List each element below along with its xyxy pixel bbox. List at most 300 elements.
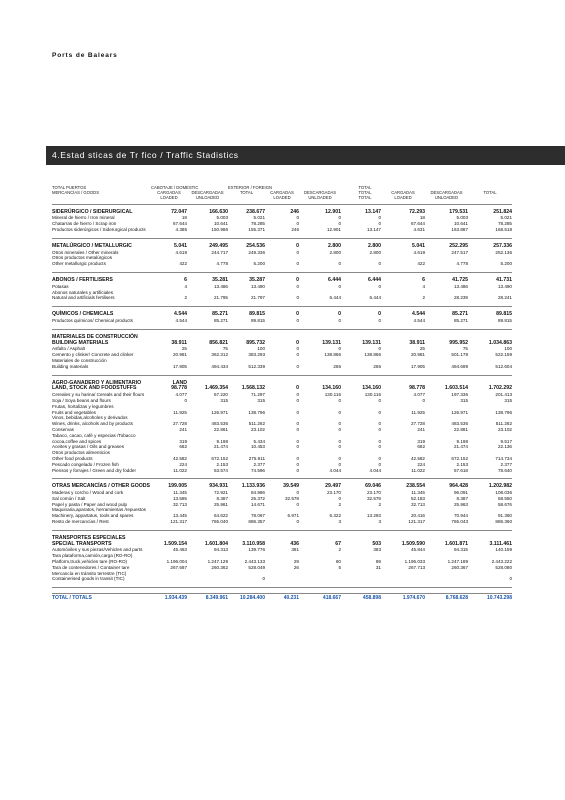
cell-value: CARGADAS (157, 190, 181, 196)
row-label: METALÚRGICO / METALLURGIC (52, 242, 132, 249)
cell-value: 422 (179, 261, 187, 267)
cell-value: 0 (296, 467, 299, 473)
cell-value: 224 (179, 461, 187, 467)
cell-value: 4.544 (413, 317, 425, 323)
cell-value: 0 (296, 249, 299, 255)
row-label: SIDERÚRGICO / SIDERURGICAL (52, 208, 133, 215)
cell-value: 85.271 (212, 311, 228, 318)
cell-value: 22.136 (497, 444, 512, 450)
cell-value: 362.312 (211, 352, 228, 358)
cell-value: 45.844 (410, 547, 425, 553)
cell-value: 5.434 (253, 438, 265, 444)
row-label: QUÍMICOS / CHEMICALS (52, 311, 114, 318)
cell-value: 0 (378, 215, 381, 221)
cell-value: 1.247.129 (207, 559, 228, 565)
total-row (52, 594, 512, 602)
row-label: Mineral de hierro / Iron mineral (52, 215, 115, 221)
cell-value: 964.428 (449, 483, 468, 490)
row-label: Other food products (52, 455, 93, 461)
row-label: AGRO-GANADERO Y ALIMENTARIO (52, 379, 142, 386)
cell-value: 64.622 (213, 513, 228, 519)
cell-value: 0 (296, 519, 299, 525)
row-label: Soja / Soya beans and flours (52, 397, 111, 403)
cell-value: 139.776 (248, 547, 265, 553)
cell-value: 0 (296, 346, 299, 352)
cell-value: 0 (296, 311, 299, 318)
cell-value: 483.536 (211, 421, 228, 427)
row-label: Automóviles y sus piezas/Vehicles and parts (52, 547, 143, 553)
cell-value: 1.202.982 (488, 483, 512, 490)
cell-value: 4.619 (175, 249, 187, 255)
cell-value: 41.731 (496, 276, 512, 283)
cell-value: 0 (296, 363, 299, 369)
cell-value: 126.971 (451, 409, 468, 415)
cell-value: 9.198 (456, 438, 468, 444)
cell-value: 22.881 (453, 426, 468, 432)
cell-value: 108.036 (495, 490, 512, 496)
cell-value: 12.901 (325, 208, 341, 215)
cell-value: 20.981 (410, 352, 425, 358)
cell-value: 765.043 (451, 519, 468, 525)
cell-value: 17.905 (172, 363, 187, 369)
row-label: Abonos naturales y artificiales (52, 289, 114, 295)
cell-value: 247.517 (451, 249, 468, 255)
cell-value: 238.554 (406, 483, 425, 490)
cell-value: 1.509.590 (401, 540, 425, 547)
cell-value: 38.911 (171, 339, 187, 346)
cell-value: 52.183 (410, 495, 425, 501)
row-label: Otros productos alimenticios (52, 450, 110, 456)
cell-value: UNLOADED (308, 195, 332, 201)
cell-value: 2.800 (368, 242, 381, 249)
cell-value: 11.345 (411, 490, 425, 496)
cell-value: 0 (296, 392, 299, 398)
cell-value: 1.601.871 (444, 540, 468, 547)
cell-value: 0 (378, 221, 381, 227)
cell-value: 0 (296, 261, 299, 267)
cell-value: UNLOADED (195, 195, 220, 201)
cell-value: 21.474 (453, 444, 468, 450)
cell-value: 71.297 (250, 392, 265, 398)
cell-value: 39.549 (283, 483, 299, 490)
cell-value: 72.293 (409, 208, 425, 215)
cell-value: 89.815 (250, 317, 265, 323)
row-label: Papel y pasta / Paper and wood pulp (52, 501, 128, 507)
cell-value: 267.713 (408, 564, 425, 570)
cell-value: 0 (296, 426, 299, 432)
cell-value: 32.713 (410, 501, 425, 507)
cell-value: 0 (378, 438, 381, 444)
cell-value: 1.974.670 (381, 594, 425, 602)
cell-value: 5.003 (456, 215, 468, 221)
cell-value: 267.687 (170, 564, 187, 570)
row-label: Tara de contenedores / Container tare (52, 564, 130, 570)
cell-value: 856.821 (209, 339, 228, 346)
cell-value: 522.159 (495, 352, 512, 358)
cell-value: 4.385 (175, 227, 187, 232)
cell-value: 383.293 (248, 352, 265, 358)
cell-value: 238.677 (246, 208, 265, 215)
row-label: Platform,truck,vehicles tare (RO-RO) (52, 559, 128, 565)
cell-value: 3.110.958 (242, 540, 265, 547)
cell-value: 682 (179, 444, 187, 450)
row-label: Otros productos metalúrgicos (52, 255, 112, 261)
cell-value: 70.944 (453, 513, 468, 519)
cell-value: 13.486 (453, 283, 468, 289)
row-label: Vinos, bebidas,alcoholes y derivados (52, 415, 128, 421)
cell-value: 1.133.936 (241, 483, 265, 490)
cell-value: DESCARGADAS (191, 190, 224, 196)
cell-value: 0 (378, 444, 381, 450)
section-title-bar (46, 146, 565, 165)
cell-value: 1.702.292 (488, 385, 512, 392)
cell-value: 260.367 (451, 564, 468, 570)
cell-value: 94.313 (213, 547, 228, 553)
cell-value: 168.518 (495, 227, 512, 232)
cell-value: 0 (296, 490, 299, 496)
cell-value: UNLOADED (434, 195, 459, 201)
cell-value: LAND (172, 379, 187, 386)
cell-value: 383 (373, 547, 381, 553)
cell-value: 89 (375, 559, 381, 565)
cell-value: 511.262 (495, 421, 512, 427)
cell-value: 8.387 (456, 495, 468, 501)
cell-value: 995.952 (449, 339, 468, 346)
cell-value: 0 (378, 317, 381, 323)
cell-value: 2.443.222 (491, 559, 512, 565)
cell-value: 13.147 (366, 227, 381, 232)
cell-value: 0 (296, 438, 299, 444)
cell-value: TOTAL (483, 190, 497, 196)
cell-value: 13.585 (172, 495, 187, 501)
cell-value: 78.285 (497, 221, 512, 227)
cell-value: TOTAL (358, 195, 372, 201)
cell-value: 138.796 (248, 409, 265, 415)
cell-value: 4.544 (175, 317, 187, 323)
cell-value: 130.116 (324, 392, 341, 398)
cell-value: 0 (378, 311, 381, 318)
cell-value: 134.160 (322, 385, 341, 392)
row-label: TOTAL / TOTALS (52, 594, 151, 602)
cell-value: 42.582 (410, 455, 425, 461)
cell-value: 98.778 (171, 385, 187, 392)
cell-value: 418.667 (299, 594, 341, 602)
cell-value: 42.582 (172, 455, 187, 461)
cell-value: 9.198 (216, 438, 228, 444)
cell-value: 96.091 (453, 490, 468, 496)
cell-value: 494.699 (451, 363, 468, 369)
cell-value: 257.336 (493, 242, 512, 249)
row-label: LAND, STOCK AND FOODSTUFFS (52, 385, 137, 392)
cell-value: 254.536 (246, 242, 265, 249)
cell-value: 886.360 (495, 519, 512, 525)
cell-value: 5 (338, 564, 341, 570)
cell-value: 0 (422, 397, 425, 403)
cell-value: 0 (378, 261, 381, 267)
cell-value: 4.778 (216, 261, 228, 267)
row-label: SPECIAL TRANSPORTS (52, 540, 112, 547)
cell-value: 138.866 (324, 352, 341, 358)
cell-value: 40.231 (265, 594, 299, 602)
cell-value: 140.159 (495, 547, 512, 553)
cell-value: 2 (338, 547, 341, 553)
cell-value: 6.444 (329, 295, 341, 301)
cell-value: 0 (296, 444, 299, 450)
cell-value: 10.641 (453, 221, 468, 227)
cell-value: 265 (373, 363, 381, 369)
cell-value: 69.046 (365, 483, 381, 490)
cell-value: 27.728 (410, 421, 425, 427)
cell-value: CARGADAS (391, 190, 415, 196)
cell-value: LOADED (394, 195, 412, 201)
cell-value: 6 (184, 276, 187, 283)
row-label: Cereales y su harina/ Cereals and their flours (52, 392, 145, 398)
cell-value: 23.170 (326, 490, 341, 496)
row-label: Tara plataforma,camión,carga (RO-RO) (52, 553, 133, 559)
cell-value: 197.336 (451, 392, 468, 398)
cell-value: 25.961 (213, 501, 228, 507)
row-label: Tabaco, cacao, café y especias /Tobacco (52, 432, 136, 438)
cell-value: 28.241 (497, 295, 512, 301)
cell-value: 0 (378, 397, 381, 403)
cell-value: 199.005 (168, 483, 187, 490)
row-label: Piensos y forrajes / Green and dry fodder (52, 467, 137, 473)
row-label: Materiales de construcción (52, 357, 107, 363)
cell-value: 0 (338, 455, 341, 461)
cell-value: 35.287 (249, 276, 265, 283)
cell-value: 23.102 (497, 426, 512, 432)
cell-value: 10.284.400 (228, 594, 265, 602)
cell-value: 319 (417, 438, 425, 444)
cell-value: 74.596 (250, 467, 265, 473)
cell-value: 895.732 (246, 339, 265, 346)
cell-value: 41.725 (452, 276, 468, 283)
cell-value: 31 (375, 564, 381, 570)
cell-value: 179.531 (449, 208, 468, 215)
cell-value: 13.490 (250, 283, 265, 289)
cell-value: 0 (296, 242, 299, 249)
cell-value: 3 (378, 519, 381, 525)
cell-value: 0 (262, 576, 265, 582)
cell-value: 2 (338, 501, 341, 507)
row-label: Mercancía en tránsito terrestre (TIC) (52, 570, 127, 576)
row-label: MATERIALES DE CONSTRUCCIÓN (52, 333, 138, 340)
cell-value: 11.022 (411, 467, 425, 473)
cell-value: 2 (422, 295, 425, 301)
cell-value: 0 (296, 501, 299, 507)
cell-value: 1.568.132 (241, 385, 265, 392)
cell-value: 134.160 (362, 385, 381, 392)
row-label: Resto de mercancías / Rest (52, 519, 109, 525)
cell-value: 21.797 (250, 295, 265, 301)
cell-value: 150.986 (211, 227, 228, 232)
cell-value: 89.815 (249, 311, 265, 318)
cell-value: 0 (378, 421, 381, 427)
cell-value: 0 (338, 397, 341, 403)
cell-value: 29 (293, 559, 299, 565)
cell-value: 67.644 (410, 221, 425, 227)
cell-value: 2.153 (456, 461, 468, 467)
cell-value: TOTAL (358, 190, 372, 196)
cell-value: 58.550 (497, 495, 512, 501)
cell-value: 241 (417, 426, 425, 432)
cell-value: 0 (296, 461, 299, 467)
cell-value: 2.377 (253, 461, 265, 467)
cell-value: 72.047 (171, 208, 187, 215)
cell-value: 32.578 (366, 495, 381, 501)
row-label: Otros minerales / Other minerals (52, 249, 119, 255)
cell-value: DESCARGADAS (303, 190, 337, 196)
row-label: Cemento y clinker/ Concrete and clinker (52, 352, 134, 358)
cell-value: 252.295 (449, 242, 468, 249)
cell-value: 27.728 (172, 421, 187, 427)
cell-value: 494.434 (211, 363, 228, 369)
row-label: Productos químicos/ Chemical products (52, 317, 133, 323)
cell-value: LOADED (160, 195, 178, 201)
cell-value: 0 (296, 352, 299, 358)
cell-value: 0 (296, 317, 299, 323)
cell-value: 5.041 (412, 242, 425, 249)
cell-value: TOTAL (239, 190, 254, 196)
cell-value: 1.196.004 (166, 559, 187, 565)
row-label: OTRAS MERCANCÍAS / OTHER GOODS (52, 483, 150, 490)
cell-value: 0 (296, 339, 299, 346)
cell-value: 85.271 (453, 317, 468, 323)
cell-value: 5.041 (174, 242, 187, 249)
cell-value: 45.463 (172, 547, 187, 553)
row-label: Machinery, appartatus, tools and spares (52, 513, 134, 519)
cell-value: 10.453 (250, 444, 265, 450)
cell-value: 6 (422, 276, 425, 283)
cell-value: DESCARGADAS (430, 190, 463, 196)
cell-value: 249.495 (209, 242, 228, 249)
cell-value: 2.800 (369, 249, 381, 255)
cell-value: 100 (504, 346, 512, 352)
row-label: Building materials (52, 363, 89, 369)
cell-value: 4.544 (412, 311, 425, 318)
section-title: 4.Estad sticas de Tr fico / Traffic Stadistics (52, 150, 239, 160)
cell-value: 2 (184, 295, 187, 301)
cell-value: 4.544 (174, 311, 187, 318)
cell-value: 11.925 (173, 409, 187, 415)
row-label: TOTAL PUERTOS (52, 185, 87, 190)
cell-value: 512.604 (495, 363, 512, 369)
cell-value: 32.713 (172, 501, 187, 507)
cell-value: 0 (338, 317, 341, 323)
cell-value: 11.345 (173, 490, 187, 496)
cell-value: 58.676 (497, 501, 512, 507)
cell-value: 89.815 (497, 317, 512, 323)
row-label: MERCANCÍAS / GOODS (52, 190, 99, 196)
cell-value: 13.486 (213, 283, 228, 289)
cell-value: 26 (293, 564, 299, 570)
cell-value: 315 (220, 397, 228, 403)
row-label: ABONOS / FERTILISERS (52, 276, 113, 283)
cell-value: 672.152 (211, 455, 228, 461)
cell-value: 60 (335, 559, 341, 565)
cell-value: 1.247.189 (447, 559, 468, 565)
cell-value: 436 (290, 540, 299, 547)
cell-value: 10.743.298 (468, 594, 512, 602)
cell-value: 1.196.033 (404, 559, 425, 565)
cell-value: 32.578 (284, 495, 299, 501)
row-label: Frutas, hortalizas y legumbres (52, 403, 114, 409)
cell-value: 5.003 (216, 215, 228, 221)
cell-value: 75 (222, 346, 228, 352)
cell-value: 8.768.628 (425, 594, 468, 602)
cell-value: 3 (338, 519, 341, 525)
cell-value: 6.971 (287, 513, 299, 519)
cell-value: 0 (338, 311, 341, 318)
row-label: Maquinaria,aparatos, herramientas /repuestos (52, 507, 146, 513)
cell-value: 13.490 (497, 283, 512, 289)
cell-value: 5.021 (253, 215, 265, 221)
cell-value: 2.153 (216, 461, 228, 467)
cell-value: 315 (504, 397, 512, 403)
cell-value: 2 (378, 501, 381, 507)
cell-value: 0 (338, 409, 341, 415)
row-label: Chatarras de hierro / Scrap iron (52, 221, 117, 227)
cell-value: 8.387 (216, 495, 228, 501)
cell-value: 4 (184, 283, 187, 289)
row-label: Maderas y corcho / Wood and cork (52, 490, 124, 496)
cell-value: 4.044 (369, 467, 381, 473)
cell-value: 18 (419, 215, 425, 221)
cell-value: 0 (378, 346, 381, 352)
cell-value: 38.911 (409, 339, 425, 346)
cell-value: 6.322 (329, 513, 341, 519)
cell-value: 241 (179, 426, 187, 432)
cell-value: 67.220 (213, 392, 228, 398)
cell-value: 5.200 (253, 261, 265, 267)
cell-value: 682 (417, 444, 425, 450)
cell-value: 528.049 (248, 564, 265, 570)
cell-value: 503 (372, 540, 381, 547)
cell-value: 0 (338, 215, 341, 221)
cell-value: 0 (378, 426, 381, 432)
cell-value: 5.200 (500, 261, 512, 267)
cell-value: 0 (338, 495, 341, 501)
cell-value: 4.778 (456, 261, 468, 267)
cell-value: 139.131 (322, 339, 341, 346)
cell-value: 63.574 (213, 467, 228, 473)
cell-value: EXTERIOR / FOREIGN (228, 185, 272, 190)
cell-value: CABOTAJE / DOMESTIC (151, 185, 199, 190)
cell-value: 511.262 (248, 421, 265, 427)
cell-value: 0 (338, 444, 341, 450)
cell-value: 0 (378, 461, 381, 467)
row-label: Productos siderúrgicos / Siderurgical products (52, 227, 146, 232)
cell-value: 25.372 (250, 495, 265, 501)
cell-value: LOADED (273, 195, 291, 201)
cell-value: 501.178 (451, 352, 468, 358)
row-label: TRANSPORTES ESPECIALES (52, 534, 126, 541)
cell-value: 0 (338, 221, 341, 227)
row-label: Conservas (52, 426, 74, 432)
cell-value: CARGADAS (270, 190, 294, 196)
cell-value: 89.815 (496, 311, 512, 318)
cell-value: 528.080 (495, 564, 512, 570)
cell-value: 12.901 (326, 227, 341, 232)
cell-value: 201.413 (495, 392, 512, 398)
cell-value: 2.377 (500, 461, 512, 467)
cell-value: 765.040 (211, 519, 228, 525)
cell-value: 138.866 (364, 352, 381, 358)
cell-value: 1.469.354 (204, 385, 228, 392)
cell-value: 714.734 (495, 455, 512, 461)
cell-value: 85.271 (452, 311, 468, 318)
cell-value: 13.147 (365, 208, 381, 215)
